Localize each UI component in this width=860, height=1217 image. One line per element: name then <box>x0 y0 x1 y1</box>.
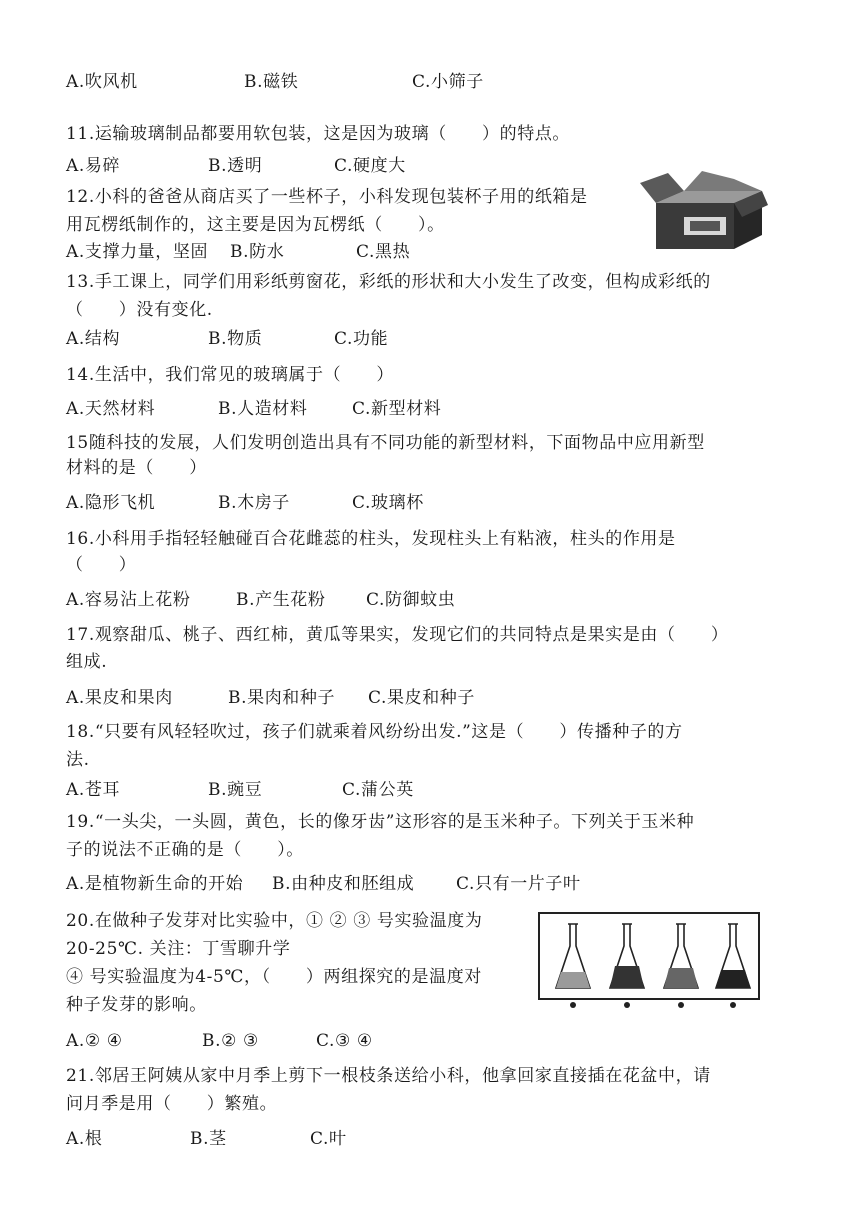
q21-option-c: C.叶 <box>310 1129 347 1149</box>
q20-option-c: C.③ ④ <box>316 1031 373 1051</box>
germination-flasks-image <box>538 912 760 1010</box>
q12-option-c: C.黑热 <box>356 242 411 262</box>
q17-option-c: C.果皮和种子 <box>368 688 476 708</box>
q21-stem-line2: 问月季是用（ ）繁殖。 <box>66 1094 278 1114</box>
q21-option-b: B.茎 <box>190 1129 227 1149</box>
q10-option-b: B.磁铁 <box>244 72 299 92</box>
q15-stem-line2: 材料的是（ ） <box>66 458 207 478</box>
q16-option-b: B.产生花粉 <box>236 590 326 610</box>
q20-option-a: A.② ④ <box>66 1031 123 1051</box>
q14-option-a: A.天然材料 <box>66 399 156 419</box>
q13-stem-line1: 13.手工课上，同学们用彩纸剪窗花，彩纸的形状和大小发生了改变，但构成彩纸的 <box>66 272 711 292</box>
cardboard-box-image <box>638 165 770 253</box>
q20-stem-line3: ④ 号实验温度为4-5℃，（ ）两组探究的是温度对 <box>66 967 482 987</box>
q12-stem-line2: 用瓦楞纸制作的，这主要是因为瓦楞纸（ ）。 <box>66 215 445 235</box>
q14-stem: 14.生活中，我们常见的玻璃属于（ ） <box>66 365 395 385</box>
q13-stem-line2: （ ）没有变化. <box>66 300 213 320</box>
q14-option-c: C.新型材料 <box>352 399 442 419</box>
q12-option-b: B.防水 <box>230 242 285 262</box>
q15-option-a: A.隐形飞机 <box>66 493 156 513</box>
q19-option-c: C.只有一片子叶 <box>456 874 581 894</box>
q12-option-a: A.支撑力量，坚固 <box>66 242 209 262</box>
q11-option-c: C.硬度大 <box>334 156 406 176</box>
q16-stem-line2: （ ） <box>66 555 137 575</box>
q18-option-c: C.蒲公英 <box>342 780 414 800</box>
q15-stem-line1: 15随科技的发展，人们发明创造出具有不同功能的新型材料，下面物品中应用新型 <box>66 433 705 453</box>
q20-stem-line4: 种子发芽的影响。 <box>66 995 207 1015</box>
q17-stem-line2: 组成. <box>66 652 108 672</box>
q19-option-a: A.是植物新生命的开始 <box>66 874 244 894</box>
q21-stem-line1: 21.邻居王阿姨从家中月季上剪下一根枝条送给小科，他拿回家直接插在花盆中，请 <box>66 1066 711 1086</box>
q16-stem-line1: 16.小科用手指轻轻触碰百合花雌蕊的柱头，发现柱头上有粘液，柱头的作用是 <box>66 529 676 549</box>
q18-stem-line1: 18.“只要有风轻轻吹过，孩子们就乘着风纷纷出发.”这是（ ）传播种子的方 <box>66 722 683 742</box>
q13-option-a: A.结构 <box>66 329 121 349</box>
q18-option-a: A.苍耳 <box>66 780 121 800</box>
q19-stem-line1: 19.“一头尖，一头圆，黄色，长的像牙齿”这形容的是玉米种子。下列关于玉米种 <box>66 812 695 832</box>
q13-option-b: B.物质 <box>208 329 263 349</box>
q18-option-b: B.豌豆 <box>208 780 263 800</box>
q16-option-c: C.防御蚊虫 <box>366 590 456 610</box>
q10-option-c: C.小筛子 <box>412 72 484 92</box>
q11-option-b: B.透明 <box>208 156 263 176</box>
q20-stem-line1: 20.在做种子发芽对比实验中，① ② ③ 号实验温度为 <box>66 911 483 931</box>
q18-stem-line2: 法. <box>66 750 90 770</box>
q17-option-b: B.果肉和种子 <box>228 688 336 708</box>
q15-option-b: B.木房子 <box>218 493 290 513</box>
q11-stem: 11.运输玻璃制品都要用软包装，这是因为玻璃（ ）的特点。 <box>66 124 571 144</box>
q11-option-a: A.易碎 <box>66 156 121 176</box>
q12-stem-line1: 12.小科的爸爸从商店买了一些杯子，小科发现包装杯子用的纸箱是 <box>66 187 588 207</box>
q10-option-a: A.吹风机 <box>66 72 138 92</box>
q14-option-b: B.人造材料 <box>218 399 308 419</box>
q19-stem-line2: 子的说法不正确的是（ ）。 <box>66 840 304 860</box>
q20-stem-line2: 20-25℃. 关注：丁雪聊升学 <box>66 939 291 959</box>
q17-stem-line1: 17.观察甜瓜、桃子、西红柿，黄瓜等果实，发现它们的共同特点是果实是由（ ） <box>66 625 729 645</box>
q17-option-a: A.果皮和果肉 <box>66 688 173 708</box>
q20-option-b: B.② ③ <box>202 1031 259 1051</box>
q13-option-c: C.功能 <box>334 329 389 349</box>
q15-option-c: C.玻璃杯 <box>352 493 424 513</box>
q16-option-a: A.容易沾上花粉 <box>66 590 191 610</box>
q21-option-a: A.根 <box>66 1129 103 1149</box>
q19-option-b: B.由种皮和胚组成 <box>272 874 415 894</box>
